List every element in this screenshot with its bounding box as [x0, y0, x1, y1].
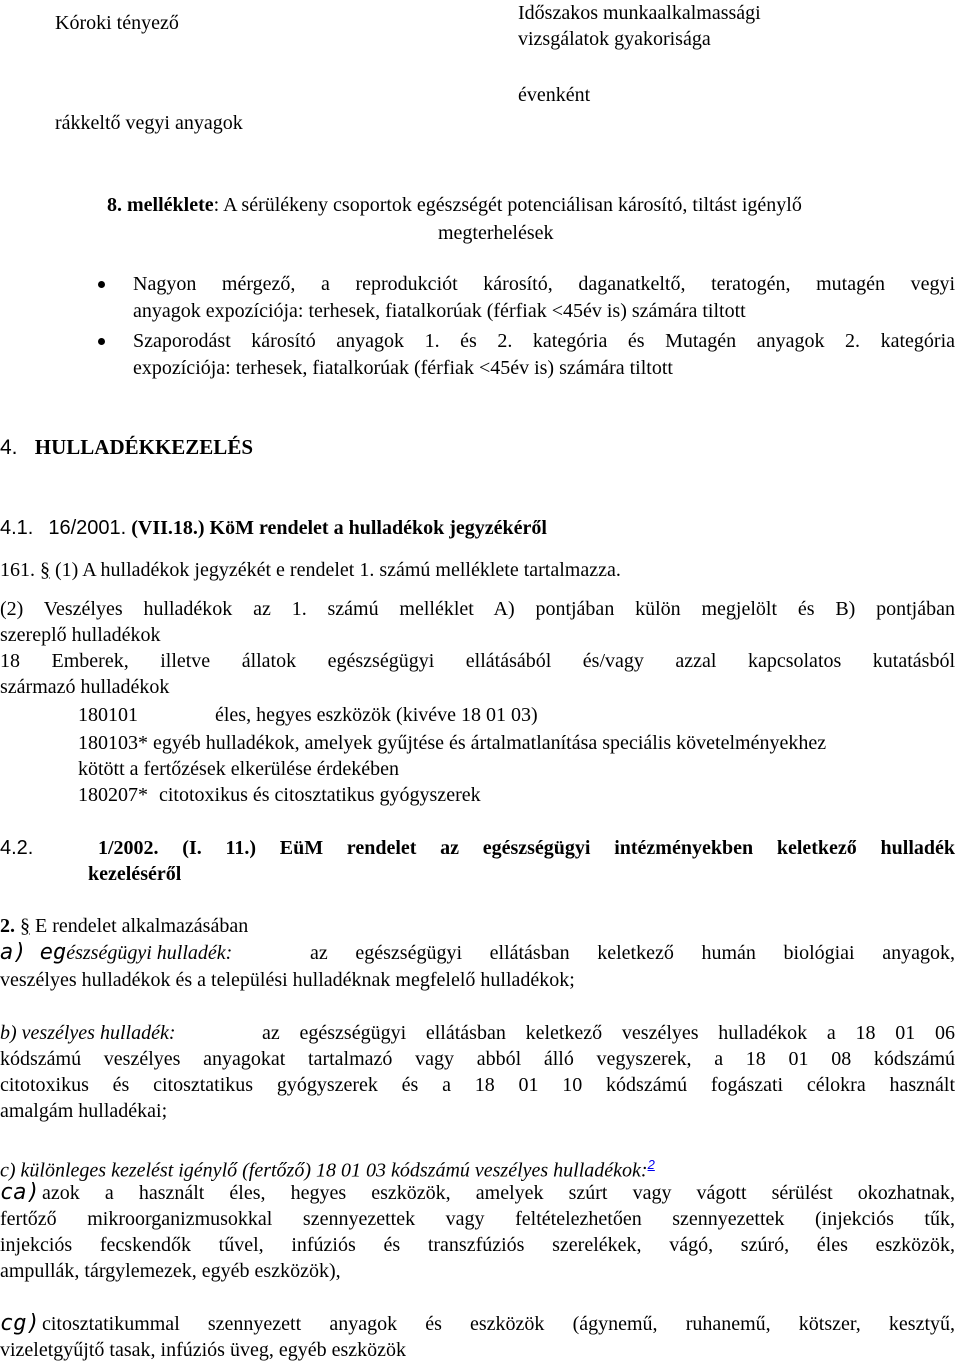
def-b-term: b) veszélyes hulladék:	[0, 1022, 176, 1044]
table-header-factor: Kóroki tényező	[55, 12, 179, 34]
def-b-line1	[0, 1020, 955, 1046]
para-161	[0, 557, 621, 583]
def-c-text: c) különleges kezelést igénylő (fertőző) 18 01 03 kódszámú veszélyes hulladékok:	[0, 1159, 648, 1182]
def-a-term: észségügyi hulladék:	[66, 942, 233, 964]
table-header-frequency-line2: vizsgálatok gyakorisága	[518, 28, 711, 50]
section42-title-line1: 1/2002. (I. 11.) EüM rendelet az egészségügyi intézményekben keletkező hulladék	[98, 837, 955, 859]
footnote-link[interactable]: 2	[647, 1157, 655, 1172]
code-text: éles, hegyes eszközök (kivéve 18 01 03)	[215, 704, 538, 726]
def-a-label: a) eg	[0, 940, 67, 965]
section42-heading-line1	[0, 835, 955, 861]
def-ca-text: azok a használt éles, hegyes eszközök, amelyek szúrt vagy vágott sérülést okozhatnak,	[42, 1182, 955, 1204]
def-cg-line1	[0, 1311, 955, 1337]
def-b-line4: amalgám hulladékai;	[0, 1100, 168, 1122]
para-42-2-num: 2.	[0, 915, 15, 937]
code-row-180103-cont: kötött a fertőzések elkerülése érdekében	[78, 758, 399, 780]
section4-number: 4.	[0, 436, 18, 459]
def-cg-text: citosztatikummal szennyezett anyagok és eszközök (ágynemű, ruhanemű, kötszer, kesztyű,	[42, 1313, 955, 1335]
def-c-line	[0, 1152, 655, 1184]
bullet-dot-icon	[98, 281, 105, 288]
def-ca-line4: ampullák, tárgylemezek, egyéb eszközök),	[0, 1260, 341, 1282]
def-a-line1	[0, 940, 955, 966]
code-row-180101	[78, 702, 538, 728]
bullet-dot-icon	[98, 338, 105, 345]
def-a-line2: veszélyes hulladékok és a települési hulladéknak megfelelő hulladékok;	[0, 969, 575, 991]
bullet-1-line2: anyagok expozíciója: terhesek, fiatalkorúak (férfiak <45év is) számára tiltott	[133, 300, 746, 322]
def-b-text: az egészségügyi ellátásban keletkező veszélyes hulladékok a 18 01 06	[262, 1022, 955, 1044]
code-text: egyéb hulladékok, amelyek gyűjtése és ártalmatlanítása speciális követelményekhez	[153, 732, 827, 754]
annex8-title-line2: megterhelések	[438, 222, 554, 244]
code-number: 180101	[78, 704, 138, 726]
paragraph-sign-icon: §	[40, 559, 50, 581]
para-42-2	[0, 913, 248, 939]
para-161-text: (1) A hulladékok jegyzékét e rendelet 1. számú melléklete tartalmazza.	[55, 559, 621, 581]
section41-number: 4.1.	[0, 517, 34, 539]
bullet-2-line1: Szaporodást károsító anyagok 1. és 2. kategória és Mutagén anyagok 2. kategória	[133, 330, 955, 352]
def-ca-line1	[0, 1180, 955, 1206]
annex8-number: 8.	[107, 194, 122, 216]
table-header-frequency-line1: Időszakos munkaalkalmassági	[518, 2, 761, 24]
def-a-text: az egészségügyi ellátásban keletkező humán biológiai anyagok,	[310, 942, 955, 964]
section4-heading	[0, 434, 253, 461]
para-42-2-text: E rendelet alkalmazásában	[35, 915, 249, 937]
section41-decree-num: 16/2001.	[48, 517, 127, 539]
para-18-line1: 18 Emberek, illetve állatok egészségügyi ellátásából és/vagy azzal kapcsolatos kutatásból	[0, 650, 955, 672]
para-2-line1: (2) Veszélyes hulladékok az 1. számú melléklet A) pontjában külön megjelölt és B) pontjában	[0, 598, 955, 620]
para-161-num: 161.	[0, 559, 35, 581]
code-row-180207	[78, 782, 481, 808]
para-18-line2: származó hulladékok	[0, 676, 170, 698]
annex8-title-line1	[107, 192, 802, 218]
para-2-line2: szereplő hulladékok	[0, 624, 161, 646]
def-ca-label: ca)	[0, 1180, 40, 1205]
section41-title: (VII.18.) KöM rendelet a hulladékok jegyzékéről	[131, 517, 547, 539]
def-b-line3: citotoxikus és citosztatikus gyógyszerek és a 18 01 10 kódszámú fogászati célokra használt	[0, 1074, 955, 1096]
bullet-2-line2: expozíciója: terhesek, fiatalkorúak (férfiak <45év is) számára tiltott	[133, 357, 673, 379]
section41-heading	[0, 515, 547, 541]
table-cell-factor: rákkeltő vegyi anyagok	[55, 112, 243, 134]
code-text: citotoxikus és citosztatikus gyógyszerek	[159, 784, 481, 806]
table-cell-frequency: évenként	[518, 84, 591, 106]
def-cg-line2: vizeletgyűjtő tasak, infúziós üveg, egyéb eszközök	[0, 1339, 406, 1361]
annex8-label: melléklete	[127, 194, 214, 216]
paragraph-sign-icon: §	[20, 915, 30, 937]
code-number: 180207*	[78, 784, 148, 806]
def-ca-line2: fertőző mikroorganizmusokkal szennyezettek vagy feltételezhetően szennyezettek (injekciós tűk,	[0, 1208, 955, 1230]
code-number: 180103*	[78, 732, 148, 754]
def-ca-line3: injekciós fecskendők tűvel, infúziós és transzfúziós szerelékek, vágó, szúró, éles eszközök,	[0, 1234, 955, 1256]
section4-title: HULLADÉKKEZELÉS	[34, 435, 253, 459]
def-b-line2: kódszámú veszélyes anyagokat tartalmazó vagy abból álló vegyszerek, a 18 01 08 kódszámú	[0, 1048, 955, 1070]
def-cg-label: cg)	[0, 1311, 40, 1336]
bullet-1-line1: Nagyon mérgező, a reprodukciót károsító, daganatkeltő, teratogén, mutagén vegyi	[133, 273, 955, 295]
annex8-title-rest: : A sérülékeny csoportok egészségét potenciálisan károsító, tiltást igénylő	[213, 194, 802, 216]
code-row-180103	[78, 730, 826, 756]
section42-heading-line2: kezeléséről	[88, 863, 182, 885]
section42-number: 4.2.	[0, 837, 34, 859]
